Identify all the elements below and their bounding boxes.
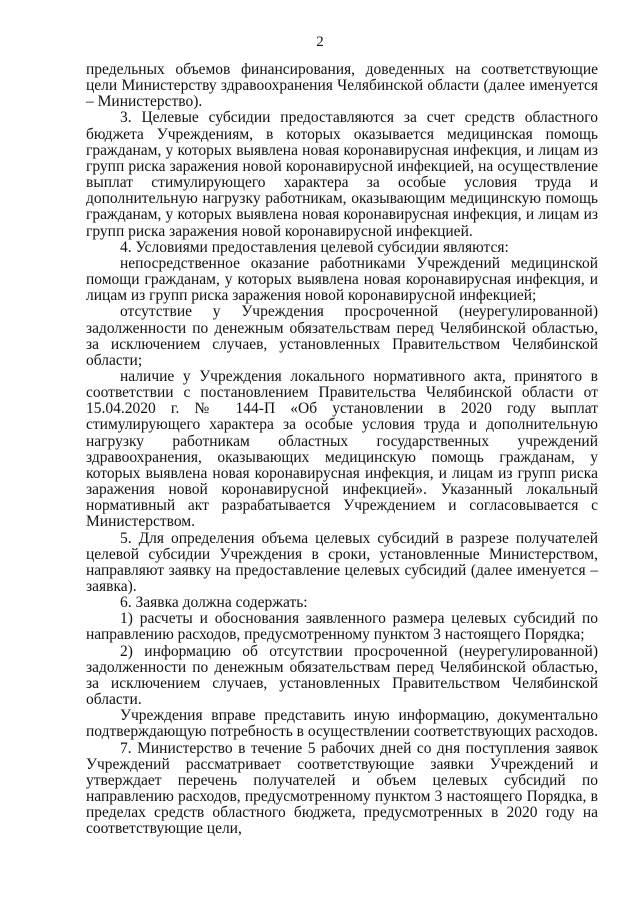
paragraph-condition-3: наличие у Учреждения локального нормативного акта, принятого в соответствии с постановлением Правительства Челябинской области от 15.04.2020 г. № 144-П «Об установлении в 2020 году выплат стимулирующего характера за особые условия труда и дополнительную нагрузку работникам областных государственных учреждений здравоохранения, оказывающих медицинскую помощь гражданам, у которых выявлена новая коронавирусная инфекция, и лицам из групп риска заражения новой коронавирусной инфекцией». Указанный локальный нормативный акт разрабатывается Учреждением и согласовывается с Министерством. <box>86 367 598 531</box>
paragraph-additional-info: Учреждения вправе представить иную информацию, документально подтверждающую потребность в осуществлении соответствующих расходов. <box>86 707 598 741</box>
page-number: 2 <box>316 34 324 50</box>
paragraph-condition-1: непосредственное оказание работниками Учреждений медицинской помощи гражданам, у которых выявлена новая коронавирусная инфекция, и лицам из групп риска заражения новой коронавирусной инфекцией; <box>86 254 598 305</box>
paragraph-item-3: 3. Целевые субсидии предоставляются за счет средств областного бюджета Учреждениям, в которых оказывается медицинская помощь гражданам, у которых выявлена новая коронавирусная инфекция, и лицам из групп риска заражения новой коронавирусной инфекцией, на осуществление выплат стимулирующего характера за особые условия труда и дополнительную нагрузку работникам, оказывающим медицинскую помощь гражданам, у которых выявлена новая коронавирусная инфекция, и лицам из групп риска заражения новой коронавирусной инфекцией. <box>86 109 598 240</box>
paragraph-item-4: 4. Условиями предоставления целевой субсидии являются: <box>120 238 509 256</box>
document-body <box>86 62 598 838</box>
paragraph-subitem-1: 1) расчеты и обоснования заявленного размера целевых субсидий по направлению расходов, предусмотренному пунктом 3 настоящего Порядка; <box>86 610 598 644</box>
paragraph-item-6: 6. Заявка должна содержать: <box>120 594 308 612</box>
paragraph-continuation: предельных объемов финансирования, доведенных на соответствующие цели Министерству здравоохранения Челябинской области (далее именуется – Министерство). <box>86 61 598 111</box>
paragraph-subitem-2: 2) информацию об отсутствии просроченной (неурегулированной) задолженности по денежным обязательствам перед Челябинской областью, за исключением случаев, установленных Правительством Челябинской области. <box>86 642 598 709</box>
paragraph-item-7: 7. Министерство в течение 5 рабочих дней со дня поступления заявок Учреждений рассматривает соответствующие заявки Учреждений и утверждает перечень получателей и объем целевых субсидий по направлению расходов, предусмотренному пунктом 3 настоящего Порядка, в пределах средств областного бюджета, предусмотренных в 2020 году на соответствующие цели, <box>86 739 598 838</box>
paragraph-condition-2: отсутствие у Учреждения просроченной (неурегулированной) задолженности по денежным обязательствам перед Челябинской областью, за исключением случаев, установленных Правительством Челябинской области; <box>86 303 598 369</box>
paragraph-item-5: 5. Для определения объема целевых субсидий в разрезе получателей целевой субсидии Учреждения в сроки, установленные Министерством, направляют заявку на предоставление целевых субсидий (далее именуется – заявка). <box>86 529 598 595</box>
